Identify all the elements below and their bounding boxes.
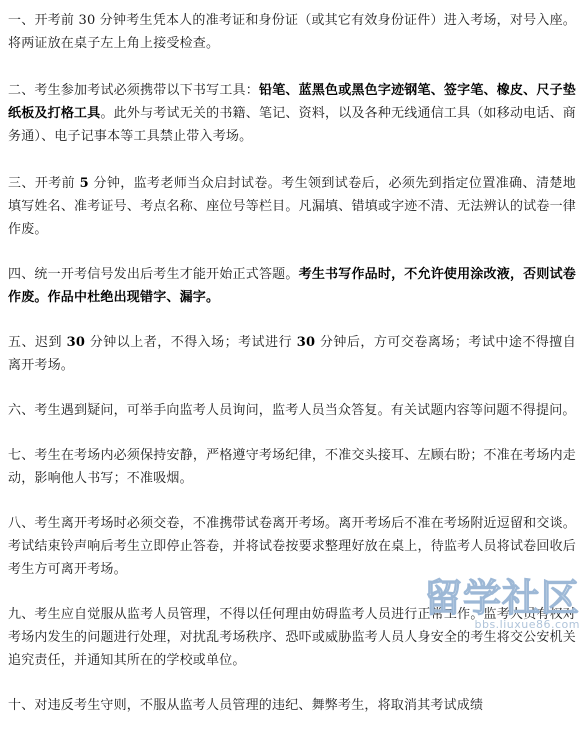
rule-8 [8,512,576,581]
rule-5 [8,331,576,377]
rule-7-text: 七、考生在考场内必须保持安静，严格遵守考场纪律，不准交头接耳、左顾右盼；不准在考场内走动，影响他人书写；不准吸烟。 [8,448,576,486]
watermark-logo: 留学社区 [423,576,580,620]
rule-5-late-minutes-bold: 30 [66,335,86,350]
rule-2-text-b: 。此外与考试无关的书籍、笔记、资料，以及各种无线通信工具（如移动电话、商务通）、电子记事本等工具禁止带入考场。 [8,106,576,144]
rule-2-tools-bold: 铅笔、蓝黑色或黑色字迹钢笔、签字笔、橡皮、尺子垫纸板及打格工具 [8,83,576,121]
site-watermark [410,578,580,640]
rule-5-text-b: 分钟以上者，不得入场；考试进行 [85,335,297,350]
rule-7 [8,444,576,490]
rule-4-text-a: 四、统一开考信号发出后考生才能开始正式答题。 [8,267,299,282]
rule-10 [8,694,576,717]
watermark-url: bbs.liuxue86.com [474,618,580,631]
rule-1 [8,9,576,55]
rule-2 [8,79,576,148]
rule-8-text: 八、考生离开考场时必须交卷，不准携带试卷离开考场。离开考场后不准在考场附近逗留和交谈。考试结束铃声响后考生立即停止答卷，并将试卷按要求整理好放在桌上，待监考人员将试卷回收后考生方可离开考场。 [8,516,576,577]
rule-6-text: 六、考生遇到疑问，可举手向监考人员询问，监考人员当众答复。有关试题内容等问题不得提问。 [8,403,576,418]
rule-4-warning-bold: 考生书写作品时，不允许使用涂改液，否则试卷作废。作品中杜绝出现错字、漏字。 [8,267,576,305]
rule-3-text-b: 分钟，监考老师当众启封试卷。考生领到试卷后，必须先到指定位置准确、清楚地填写姓名、准考证号、考点名称、座位号等栏目。凡漏填、错填或字迹不清、无法辨认的试卷一律作废。 [8,176,576,237]
rule-9-text: 九、考生应自觉服从监考人员管理，不得以任何理由妨碍监考人员进行正常工作。监考人员有权对考场内发生的问题进行处理，对扰乱考场秩序、恐吓或威胁监考人员人身安全的考生将交公安机关追究责任，并通知其所在的学校或单位。 [8,607,576,668]
rule-5-text-a: 五、迟到 [8,335,67,350]
rule-3-text-a: 三、开考前 [8,176,80,191]
rule-2-text-a: 二、考生参加考试必须携带以下书写工具： [8,83,259,98]
rule-3-minutes-bold: 5 [79,176,89,191]
rule-5-leave-minutes-bold: 30 [296,335,316,350]
rule-3 [8,172,576,241]
rule-1-text: 一、开考前 30 分钟考生凭本人的准考证和身份证（或其它有效身份证件）进入考场，对号入座。将两证放在桌子左上角上接受检查。 [8,13,576,51]
rule-5-text-c: 分钟后，方可交卷离场；考试中途不得擅自离开考场。 [8,335,576,373]
rule-6 [8,399,576,422]
rule-4 [8,263,576,309]
rule-10-text: 十、对违反考生守则，不服从监考人员管理的违纪、舞弊考生，将取消其考试成绩 [8,698,484,713]
